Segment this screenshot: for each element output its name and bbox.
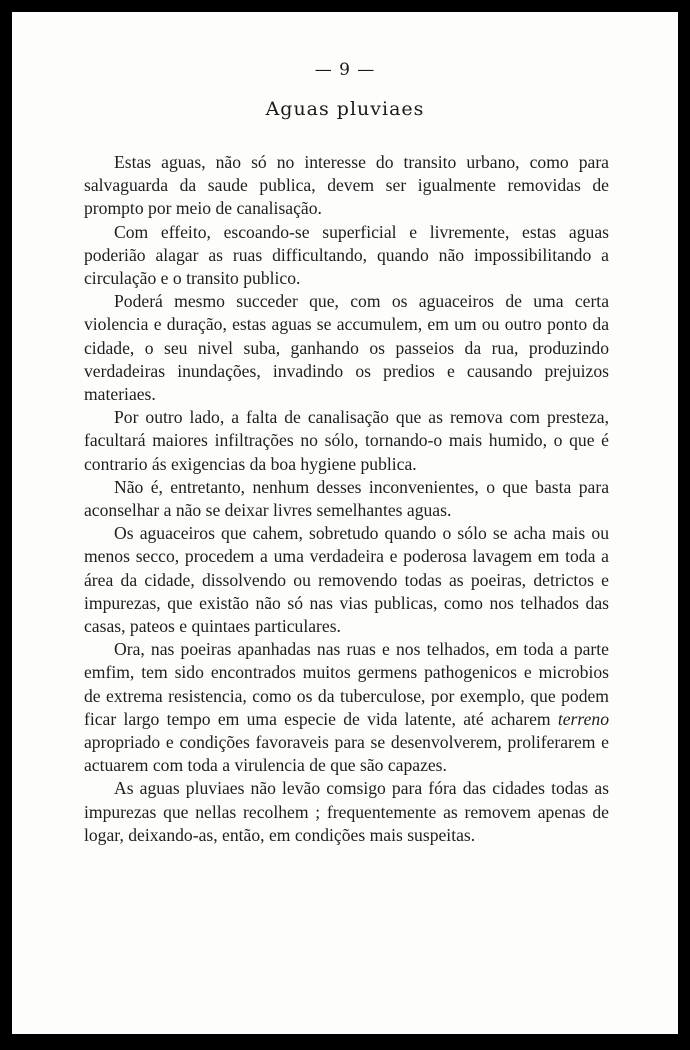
paragraph-2: Com effeito, escoando-se superficial e livremente, estas aguas poderião alagar as ruas difficultando, quando não impossibilitando a circulação e o transito publico. [84,221,609,289]
paragraph-7-end: apropriado e condições favoraveis para se desenvolverem, proliferarem e actuarem com toda a virulencia de que são capazes. [84,732,609,776]
document-page [12,12,678,1034]
body-text [84,151,609,847]
section-title: Aguas pluviaes [265,98,425,120]
paragraph-6: Os aguaceiros que cahem, sobretudo quando o sólo se acha mais ou menos secco, procedem a uma verdadeira e poderosa lavagem em toda a área da cidade, dissolvendo ou removendo todas as poeiras, detrictos e impurezas, que existão não só nas vias publicas, como nos telhados das casas, pateos e quintaes particulares. [84,523,609,637]
paragraph-3: Poderá mesmo succeder que, com os aguaceiros de uma certa violencia e duração, estas aguas se accumulem, em um ou outro ponto da cidade, o seu nivel suba, ganhando os passeios da rua, produzindo verdadeiras inundações, invadindo os predios e causando prejuizos materiaes. [84,291,609,405]
paragraph-5: Não é, entretanto, nenhum desses inconvenientes, o que basta para aconselhar a não se deixar livres semelhantes aguas. [84,476,609,521]
paragraph-1: Estas aguas, não só no interesse do transito urbano, como para salvaguarda da saude publica, devem ser igualmente removidas de prompto por meio de canalisação. [84,152,609,219]
page-number: — 9 — [314,60,376,80]
italic-word: terreno [557,708,609,729]
paragraph-7 [84,638,609,777]
paragraph-8: As aguas pluviaes não levão comsigo para fóra das cidades todas as impurezas que nellas recolhem ; frequentemente as removem apenas de logar, deixando-as, então, em condições mais suspeitas. [84,778,609,845]
paragraph-7-start: Ora, nas poeiras apanhadas nas ruas e nos telhados, em toda a parte emfim, tem sido encontrados muitos germens pathogenicos e microbios de extrema resistencia, como os da tuberculose, por exemplo, que podem ficar largo tempo em uma especie de vida latente, até acharem [84,639,609,729]
paragraph-4: Por outro lado, a falta de canalisação que as remova com presteza, facultará maiores infiltrações no sólo, tornando-o mais humido, o que é contrario ás exigencias da boa hygiene publica. [84,407,609,474]
